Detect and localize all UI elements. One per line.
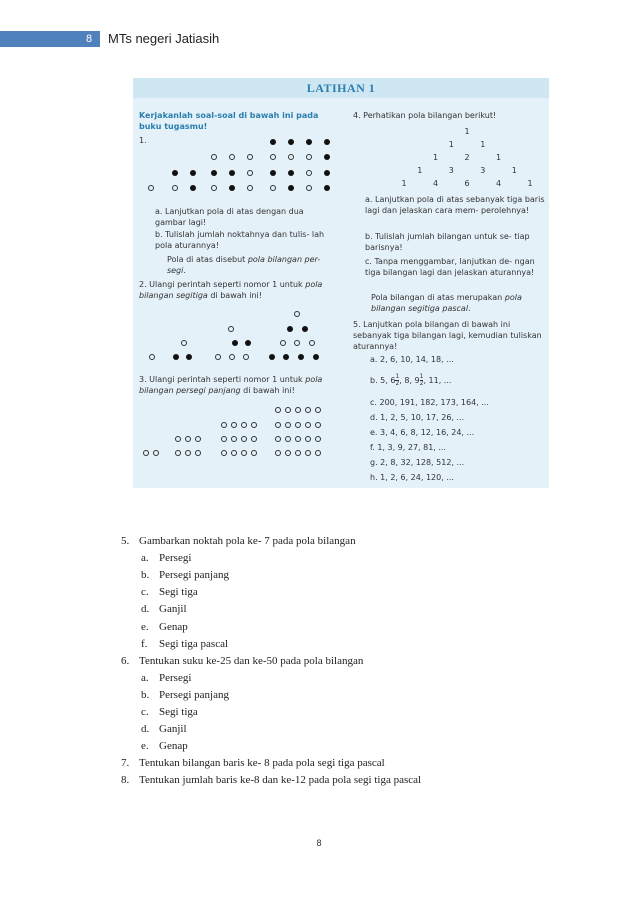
- dot: [251, 436, 257, 442]
- header-accent-bar: [0, 31, 100, 47]
- dot: [324, 185, 330, 191]
- dot: [313, 354, 319, 360]
- dot: [148, 185, 154, 191]
- dot: [190, 170, 196, 176]
- pascal-number: 2: [464, 153, 470, 162]
- dot: [245, 340, 251, 346]
- sub-question-text: Persegi: [159, 552, 192, 565]
- dot: [285, 422, 291, 428]
- question-1-label: 1.: [139, 136, 147, 145]
- dot: [295, 436, 301, 442]
- dot: [315, 436, 321, 442]
- question-4-heading: 4. Perhatikan pola bilangan berikut!: [353, 111, 497, 120]
- question-3: 3. Ulangi perintah seperti nomor 1 untuk pola bilangan persegi panjang di bawah ini!: [139, 375, 323, 395]
- dot: [231, 422, 237, 428]
- sequence-a: a. 2, 6, 10, 14, 18, ...: [370, 355, 454, 364]
- dot: [241, 450, 247, 456]
- question-number: e.: [141, 740, 149, 753]
- dot: [270, 154, 276, 160]
- exercise-box: [133, 78, 549, 488]
- question-1-note: Pola di atas disebut pola bilangan per- segi.: [167, 255, 321, 275]
- question-4b: b. Tulislah jumlah bilangan untuk se- tiap barisnya!: [365, 232, 530, 252]
- dot: [298, 354, 304, 360]
- dot: [186, 354, 192, 360]
- dot: [315, 407, 321, 413]
- dot: [215, 354, 221, 360]
- dot: [190, 185, 196, 191]
- dot: [175, 436, 181, 442]
- dot: [275, 450, 281, 456]
- sub-question-text: Persegi panjang: [159, 569, 229, 582]
- question-1b: b. Tulislah jumlah noktahnya dan tulis- lah pola aturannya!: [155, 230, 325, 250]
- question-number: f.: [141, 637, 148, 650]
- dot: [195, 436, 201, 442]
- dot: [143, 450, 149, 456]
- dot: [247, 154, 253, 160]
- question-number: 6.: [121, 654, 130, 667]
- question-number: c.: [141, 706, 149, 718]
- sequence-c: c. 200, 191, 182, 173, 164, ...: [370, 398, 489, 407]
- question-4c: c. Tanpa menggambar, lanjutkan de- ngan tiga bilangan lagi dan jelaskan aturannya!: [365, 257, 535, 277]
- question-1a: a. Lanjutkan pola di atas dengan dua gambar lagi!: [155, 207, 304, 227]
- question-number: c.: [141, 586, 149, 599]
- dot: [185, 436, 191, 442]
- dot: [221, 450, 227, 456]
- pascal-number: 1: [417, 166, 423, 175]
- dot: [295, 422, 301, 428]
- question-number: b.: [141, 688, 150, 701]
- pascal-number: 1: [480, 140, 486, 149]
- pascal-number: 1: [511, 166, 517, 175]
- dot: [315, 422, 321, 428]
- dot: [305, 450, 311, 456]
- question-number: d.: [141, 723, 150, 736]
- dot: [247, 185, 253, 191]
- dot: [280, 340, 286, 346]
- dot: [221, 436, 227, 442]
- sequence-b: b. 5, 6 $\frac{1}{2}$ , 8, 9 $\frac{1}{2}$ , 11, ...: [370, 373, 452, 387]
- question-number: d.: [141, 603, 150, 616]
- pascal-number: 1: [432, 153, 439, 162]
- dot: [305, 407, 311, 413]
- dot: [270, 170, 276, 176]
- dot: [275, 422, 281, 428]
- dot: [229, 154, 235, 160]
- dot: [185, 450, 191, 456]
- exercise-intro: Kerjakanlah soal-soal di bawah ini pada buku tugasmu!: [139, 111, 319, 131]
- sub-question-text: Ganjil: [159, 723, 187, 736]
- dot: [305, 436, 311, 442]
- dot: [221, 422, 227, 428]
- question-number: 7.: [121, 757, 130, 770]
- dot: [306, 185, 312, 191]
- pascal-number: 1: [527, 179, 533, 188]
- dot: [275, 436, 281, 442]
- dot: [288, 185, 294, 191]
- sub-question-text: Persegi panjang: [159, 688, 229, 701]
- dot: [211, 185, 217, 191]
- header-title: MTs negeri Jatiasih: [108, 31, 220, 46]
- dot: [283, 354, 289, 360]
- sequence-f: f. 1, 3, 9, 27, 81, ...: [370, 443, 447, 452]
- question-number: 8.: [121, 774, 130, 787]
- dot: [173, 354, 179, 360]
- dot: [275, 407, 281, 413]
- dot: [251, 450, 257, 456]
- sequence-h: h. 1, 2, 6, 24, 120, ...: [370, 473, 454, 482]
- sub-question-text: Segi tiga: [159, 586, 198, 599]
- dot: [288, 170, 294, 176]
- dot: [229, 354, 235, 360]
- question-number: a.: [141, 552, 149, 565]
- pascal-number: 1: [495, 153, 502, 162]
- question-list: [121, 533, 541, 793]
- dot: [270, 139, 276, 145]
- dot: [288, 154, 294, 160]
- dot: [306, 170, 312, 176]
- dot: [172, 170, 178, 176]
- sub-question-text: Genap: [159, 620, 188, 633]
- dot: [294, 340, 300, 346]
- dot: [305, 422, 311, 428]
- dot: [295, 407, 301, 413]
- pascal-number: 6: [464, 179, 470, 188]
- dot: [287, 326, 293, 332]
- question-4-note: Pola bilangan di atas merupakan pola bilangan segitiga pascal.: [371, 293, 522, 313]
- sub-question-text: Segi tiga pascal: [159, 637, 229, 650]
- dot: [306, 139, 312, 145]
- dot: [229, 185, 235, 191]
- dot: [153, 450, 159, 456]
- question-text: Gambarkan noktah pola ke- 7 pada pola bilangan: [139, 535, 356, 547]
- sub-question-text: Ganjil: [159, 603, 187, 616]
- question-number: 5.: [121, 535, 130, 547]
- dot: [231, 436, 237, 442]
- footer-page-number: 8: [316, 838, 322, 848]
- dot: [288, 139, 294, 145]
- dot: [251, 422, 257, 428]
- question-text: Tentukan suku ke-25 dan ke-50 pada pola bilangan: [139, 654, 364, 667]
- exercise-title: LATIHAN 1: [306, 81, 376, 95]
- pascal-number: 4: [495, 179, 502, 188]
- question-number: e.: [141, 620, 149, 633]
- dot: [285, 436, 291, 442]
- sub-question-text: Persegi: [159, 671, 192, 684]
- sequence-g: g. 2, 8, 32, 128, 512, ...: [370, 458, 465, 467]
- dot: [232, 340, 238, 346]
- dot: [243, 354, 249, 360]
- pascal-number: 1: [448, 140, 454, 149]
- dot: [306, 154, 312, 160]
- dot: [229, 170, 235, 176]
- dot: [149, 354, 155, 360]
- dot: [285, 450, 291, 456]
- question-5-heading: 5. Lanjutkan pola bilangan di bawah ini sebanyak tiga bilangan lagi, kemudian tuliskan aturannya!: [353, 320, 542, 351]
- dot: [285, 407, 291, 413]
- dot: [172, 185, 178, 191]
- sequence-d: d. 1, 2, 5, 10, 17, 26, ...: [370, 413, 465, 422]
- dot: [295, 450, 301, 456]
- dot: [294, 311, 300, 317]
- pascal-number: 4: [432, 179, 439, 188]
- dot: [270, 185, 276, 191]
- pascal-number: 3: [448, 166, 454, 175]
- pascal-number: 1: [464, 127, 470, 136]
- sub-question-text: Segi tiga: [159, 706, 198, 718]
- dot: [315, 450, 321, 456]
- dot: [211, 154, 217, 160]
- question-text: Tentukan jumlah baris ke-8 dan ke-12 pada pola segi tiga pascal: [139, 774, 422, 787]
- dot: [241, 436, 247, 442]
- dot: [181, 340, 187, 346]
- dot: [175, 450, 181, 456]
- dot: [211, 170, 217, 176]
- dot: [247, 170, 253, 176]
- dot: [231, 450, 237, 456]
- question-number: a.: [141, 671, 149, 684]
- sequence-e: e. 3, 4, 6, 8, 12, 16, 24, ...: [370, 428, 475, 437]
- dot: [324, 170, 330, 176]
- pascal-number: 1: [401, 179, 407, 188]
- dot: [195, 450, 201, 456]
- dot: [269, 354, 275, 360]
- dot: [324, 139, 330, 145]
- question-number: b.: [141, 569, 150, 582]
- dot: [302, 326, 308, 332]
- exercise-box-header: [133, 78, 549, 98]
- header-page-number: 8: [86, 33, 93, 45]
- dot: [309, 340, 315, 346]
- sub-question-text: Genap: [159, 740, 188, 753]
- question-4a: a. Lanjutkan pola di atas sebanyak tiga baris lagi dan jelaskan cara mem- perolehnya!: [365, 195, 545, 215]
- question-2: 2. Ulangi perintah seperti nomor 1 untuk pola bilangan segitiga di bawah ini!: [139, 280, 323, 300]
- dot: [324, 154, 330, 160]
- question-text: Tentukan bilangan baris ke- 8 pada pola segi tiga pascal: [139, 757, 385, 770]
- dot: [228, 326, 234, 332]
- pascal-number: 3: [480, 166, 486, 175]
- dot: [241, 422, 247, 428]
